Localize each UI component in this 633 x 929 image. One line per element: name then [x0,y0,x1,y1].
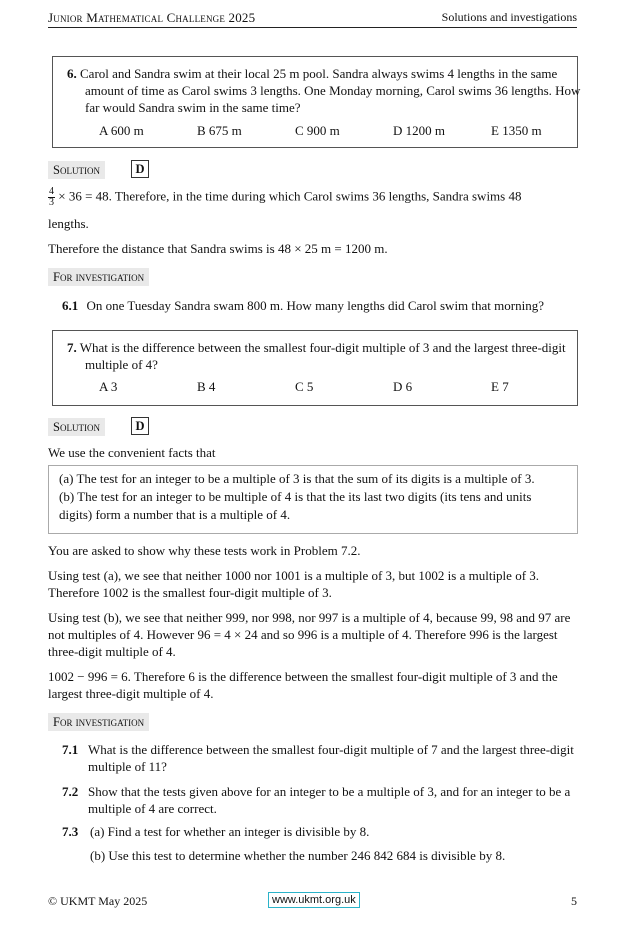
question-7-number: 7. [67,340,77,355]
question-7-text: What is the difference between the smallest four-digit multiple of 3 and the largest three-digit multiple of 4? [79,340,566,372]
header-rule [48,27,577,28]
answer-box: D [131,417,149,435]
running-header-section: Solutions and investigations [441,10,577,24]
option-c: C 5 [295,379,314,394]
item-text: (b) Use this test to determine whether the number 246 842 684 is divisible by 8. [90,848,506,863]
question-6-options [99,123,589,139]
question-6-box [52,56,581,148]
question-7-options [99,379,589,395]
option-a: A 3 [99,379,118,394]
solution-7-paragraph-3: Using test (b), we see that neither 999, nor 998, nor 997 is a multiple of 4, because 99, 98 and 97 are not multiples of 4. However 96 = 4 × 24 and so 996 is a multiple of 4. Therefore 996 is the largest three-digit multiple of 4. [48,610,571,659]
solution-6-line-1-continued: lengths. [48,216,89,231]
option-a: A 600 m [99,123,144,138]
question-7-box [52,330,578,406]
question-6-number: 6. [67,66,77,81]
footer-website-link[interactable]: www.ukmt.org.uk [268,892,360,908]
footer-copyright: © UKMT May 2025 [48,894,148,908]
investigation-item-7-1 [62,741,606,775]
running-header-title: Junior Mathematical Challenge 2025 [48,10,256,25]
solution-7-paragraph-1: You are asked to show why these tests work in Problem 7.2. [48,543,361,558]
investigation-item-7-2 [62,783,606,817]
investigation-item-6-1 [62,297,582,314]
fraction-denominator: 3 [49,197,54,208]
option-e: E 7 [491,379,509,394]
investigation-item-7-3b [90,847,580,864]
solution-6-text: × 36 = 48. Therefore, in the time during which Carol swims 36 lengths, Sandra swims 48 [58,188,522,204]
item-text: What is the difference between the smallest four-digit multiple of 7 and the largest three-digit multiple of 11? [88,742,574,774]
solution-6-line-2: Therefore the distance that Sandra swims is 48 × 25 m = 1200 m. [48,241,388,256]
solution-7-intro: We use the convenient facts that [48,445,216,460]
investigation-label: For investigation [48,268,149,286]
item-text: (a) Find a test for whether an integer is divisible by 8. [90,824,370,839]
solution-7-paragraph-4: 1002 − 996 = 6. Therefore 6 is the difference between the smallest four-digit multiple of 3 and the largest three-digit multiple of 4. [48,669,558,701]
item-number: 7.3 [62,824,79,839]
answer-box: D [131,160,149,178]
item-text: Show that the tests given above for an integer to be a multiple of 3, and for an integer to be a multiple of 4 are correct. [88,784,571,816]
facts-box [48,465,578,534]
option-b: B 4 [197,379,216,394]
option-b: B 675 m [197,123,242,138]
investigation-item-7-3a [62,823,580,840]
item-number: 7.1 [62,742,79,757]
investigation-label: For investigation [48,713,149,731]
solution-label: Solution [48,161,105,179]
solution-7-paragraph-2: Using test (a), we see that neither 1000 nor 1001 is a multiple of 3, but 1002 is a multiple of 3. Therefore 1002 is the smallest four-digit multiple of 3. [48,568,540,600]
solution-label: Solution [48,418,105,436]
item-number: 6.1 [62,298,79,313]
item-text: On one Tuesday Sandra swam 800 m. How many lengths did Carol swim that morning? [86,298,544,313]
solution-6-line-1 [48,187,577,208]
fact-b: (b) The test for an integer to be multiple of 4 is that the its last two digits (its tens and units digits) form a number that is a multiple of 4. [59,489,532,522]
question-6-text: Carol and Sandra swim at their local 25 m pool. Sandra always swims 4 lengths in the same amount of time as Carol swims 3 lengths. One Monday morning, Carol swims 36 lengths. How far would Sandra swim in the same time? [80,66,581,115]
fraction-numerator: 4 [49,186,54,197]
fact-a: (a) The test for an integer to be a multiple of 3 is that the sum of its digits is a multiple of 3. [59,471,535,486]
option-c: C 900 m [295,123,340,138]
option-d: D 6 [393,379,413,394]
option-e: E 1350 m [491,123,542,138]
page-number: 5 [571,894,577,908]
option-d: D 1200 m [393,123,445,138]
item-number: 7.2 [62,784,79,799]
fraction [48,187,55,208]
